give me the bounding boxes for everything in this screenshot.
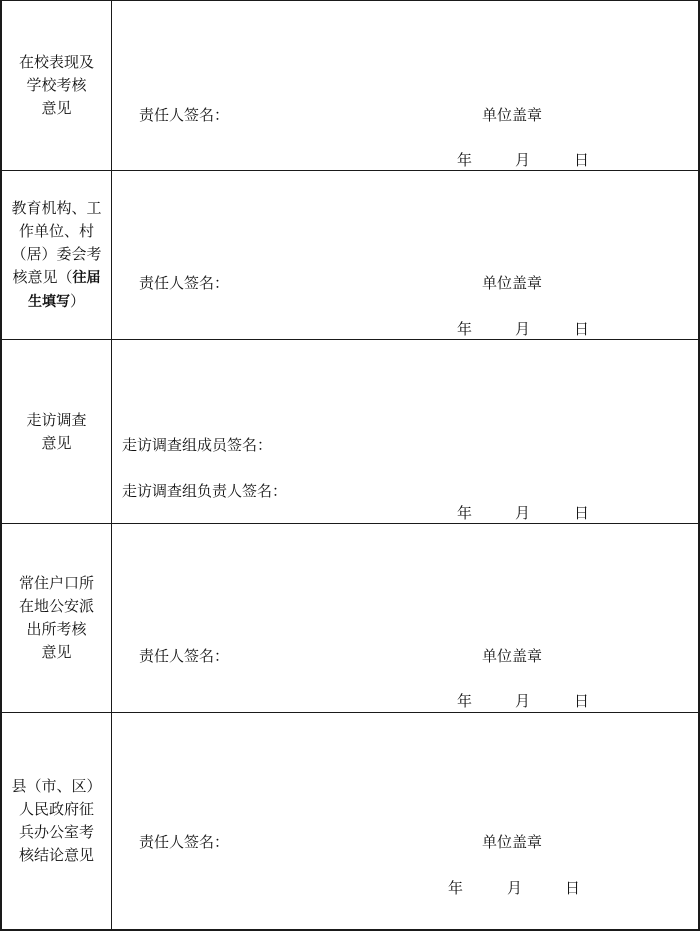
date-year[interactable]: 年 bbox=[457, 151, 473, 169]
section-label bbox=[11, 197, 101, 314]
section-label-cell bbox=[2, 713, 112, 929]
date-day[interactable]: 日 bbox=[574, 504, 590, 522]
section-label-cell bbox=[2, 171, 112, 339]
date-day[interactable]: 日 bbox=[565, 879, 581, 897]
date-day[interactable]: 日 bbox=[574, 320, 590, 338]
date-month[interactable]: 月 bbox=[515, 692, 531, 710]
date-month[interactable]: 月 bbox=[515, 504, 531, 522]
date-day[interactable]: 日 bbox=[574, 692, 590, 710]
section-school-review bbox=[2, 0, 698, 170]
section-label-cell bbox=[2, 340, 112, 523]
section-label-tail: ） bbox=[69, 291, 85, 310]
date-day[interactable]: 日 bbox=[574, 151, 590, 169]
date-year[interactable]: 年 bbox=[457, 320, 473, 338]
section-label: 在校表现及 学校考核 意见 bbox=[18, 53, 94, 117]
date-year[interactable]: 年 bbox=[448, 879, 464, 897]
unit-seal: 单位盖章 bbox=[482, 274, 543, 292]
signature-field[interactable]: 责任人签名： bbox=[139, 647, 230, 665]
signature-field[interactable]: 责任人签名： bbox=[139, 274, 230, 292]
section-conscription-review bbox=[2, 712, 698, 931]
date-year[interactable]: 年 bbox=[457, 504, 473, 522]
member-signature-field[interactable]: 走访调查组成员签名： bbox=[122, 436, 273, 454]
unit-seal: 单位盖章 bbox=[482, 833, 543, 851]
section-label: 县（市、区） 人民政府征 兵办公室考 核结论意见 bbox=[11, 777, 102, 864]
signature-field[interactable]: 责任人签名： bbox=[139, 106, 230, 124]
section-label-cell bbox=[2, 524, 112, 712]
section-label: 走访调查 意见 bbox=[26, 410, 87, 452]
leader-signature-field[interactable]: 走访调查组负责人签名： bbox=[122, 482, 288, 500]
date-month[interactable]: 月 bbox=[507, 879, 523, 897]
section-police-review bbox=[2, 523, 698, 712]
signature-field[interactable]: 责任人签名： bbox=[139, 833, 230, 851]
section-label-main: 教育机构、工 作单位、村 （居）委会考 核意见（ bbox=[11, 198, 102, 286]
section-label-cell bbox=[2, 1, 112, 170]
section-institution-review bbox=[2, 170, 698, 339]
date-month[interactable]: 月 bbox=[515, 151, 531, 169]
date-year[interactable]: 年 bbox=[457, 692, 473, 710]
date-month[interactable]: 月 bbox=[515, 320, 531, 338]
section-label: 常住户口所 在地公安派 出所考核 意见 bbox=[18, 574, 94, 661]
unit-seal: 单位盖章 bbox=[482, 106, 543, 124]
unit-seal: 单位盖章 bbox=[482, 647, 543, 665]
section-visit-survey bbox=[2, 339, 698, 523]
section-label-note: 往届 生填写 bbox=[27, 269, 101, 310]
